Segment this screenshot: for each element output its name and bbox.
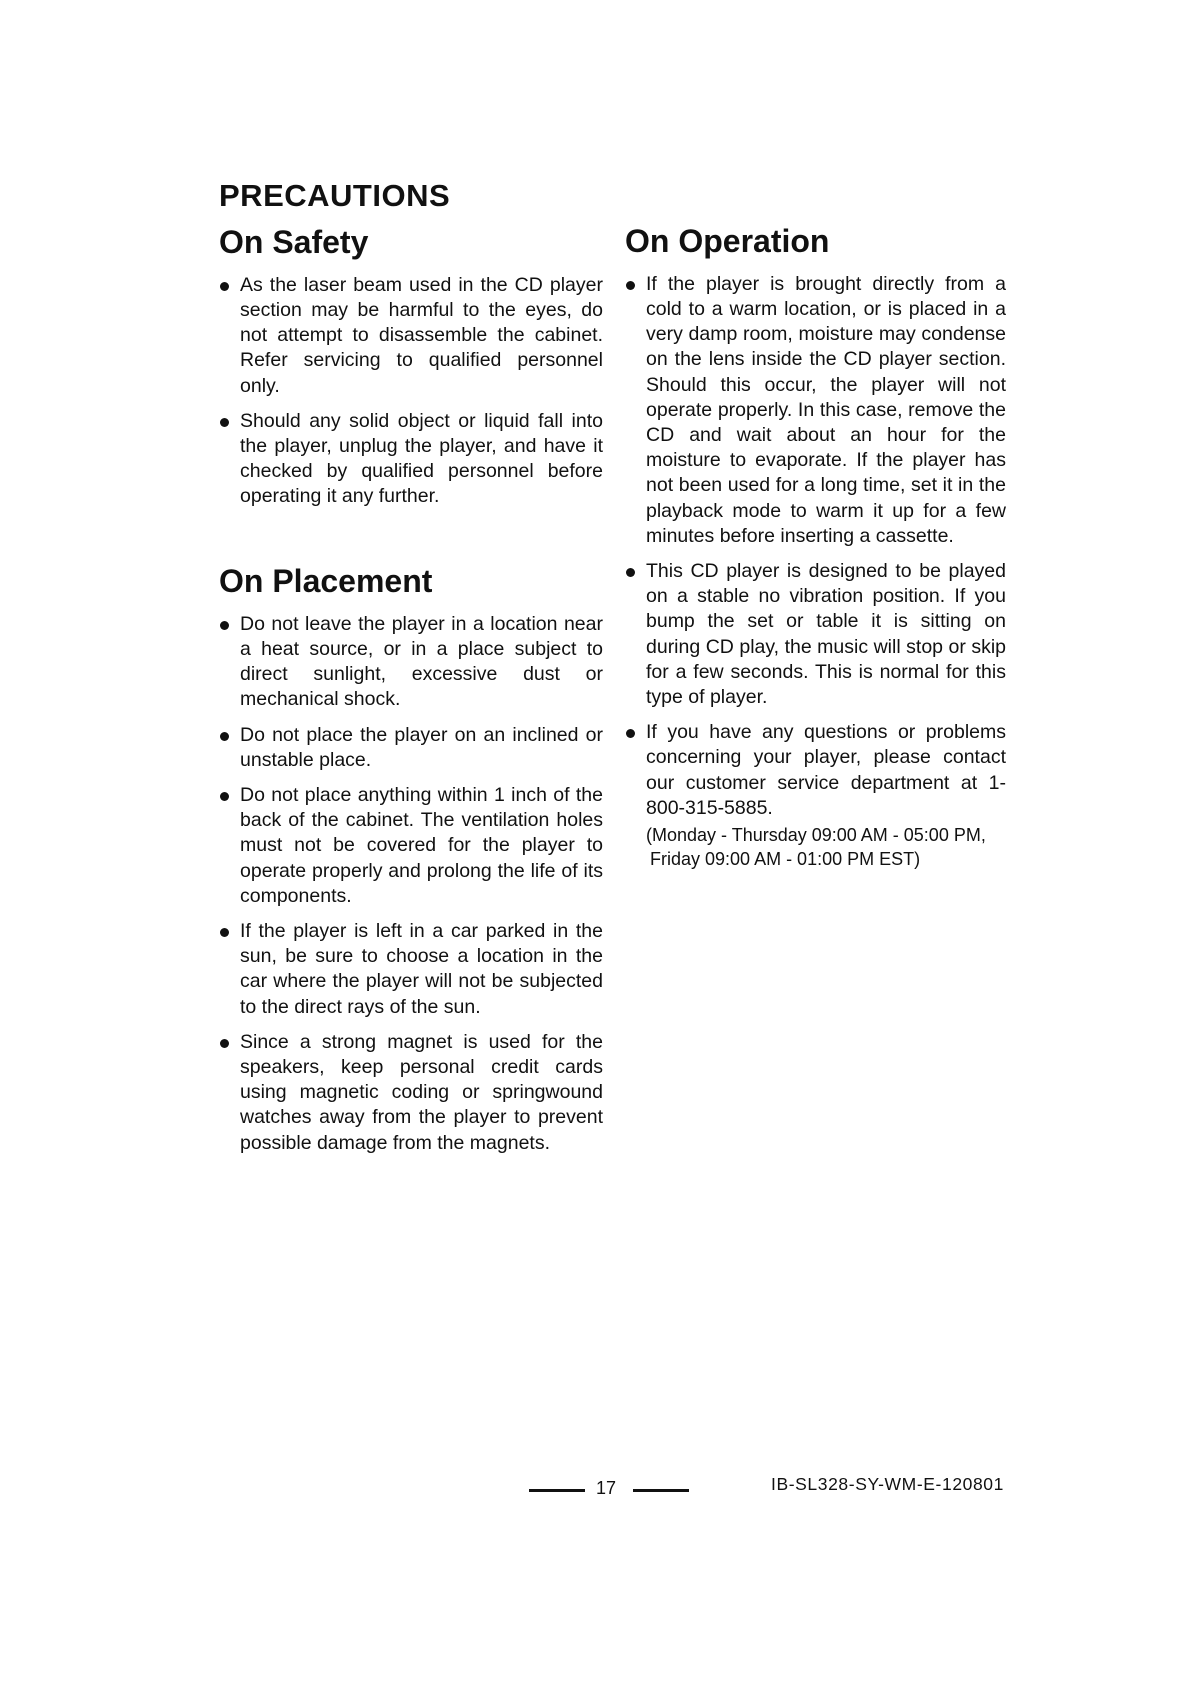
list-item: As the laser beam used in the CD player section may be harmful to the eyes, do not attempt to disassemble the cabinet. Refer servicing to qualified personnel only. — [218, 273, 603, 399]
contact-item — [624, 720, 1006, 871]
operation-section — [624, 223, 1006, 881]
document-code: IB-SL328-SY-WM-E-120801 — [771, 1474, 1004, 1494]
list-item: Should any solid object or liquid fall into the player, unplug the player, and have it checked by qualified personnel before operating it any further. — [218, 409, 603, 510]
bullet-icon — [626, 729, 635, 738]
page-title: PRECAUTIONS — [219, 178, 451, 213]
operation-list — [624, 272, 1006, 871]
bullet-icon — [626, 568, 635, 577]
contact-text: If you have any questions or problems concerning your player, please contact our customer service department at 1-800-315-5885. — [646, 721, 1006, 819]
list-item: Do not place the player on an inclined or unstable place. — [218, 723, 603, 773]
hours-friday: Friday 09:00 AM - 01:00 PM EST) — [650, 849, 921, 870]
safety-list — [218, 273, 603, 510]
footer-rule-left — [529, 1489, 585, 1492]
placement-section — [218, 563, 603, 1166]
list-item: Do not place anything within 1 inch of the back of the cabinet. The ventilation holes must not be covered for the player to operate properly and prolong the life of its components. — [218, 783, 603, 909]
bullet-icon — [220, 621, 229, 630]
placement-list — [218, 612, 603, 1156]
bullet-icon — [220, 792, 229, 801]
page-number: 17 — [596, 1478, 617, 1498]
hours-weekdays: (Monday - Thursday 09:00 AM - 05:00 PM, — [646, 825, 986, 846]
bullet-icon — [626, 281, 635, 290]
operation-heading: On Operation — [625, 223, 830, 259]
list-item: If the player is left in a car parked in the sun, be sure to choose a location in the car where the player will not be subjected to the direct rays of the sun. — [218, 919, 603, 1020]
bullet-icon — [220, 732, 229, 741]
bullet-icon — [220, 282, 229, 291]
bullet-icon — [220, 928, 229, 937]
list-item: Since a strong magnet is used for the speakers, keep personal credit cards using magnetic coding or springwound watches away from the player to prevent possible damage from the magnets. — [218, 1030, 603, 1156]
footer-rule-right — [633, 1489, 689, 1492]
list-item: This CD player is designed to be played on a stable no vibration position. If you bump the set or table it is sitting on during CD play, the music will stop or skip for a few seconds. This is normal for this type of player. — [624, 559, 1006, 710]
safety-heading: On Safety — [219, 224, 369, 260]
safety-section — [218, 224, 603, 520]
list-item: Do not leave the player in a location near a heat source, or in a place subject to direct sunlight, excessive dust or mechanical shock. — [218, 612, 603, 713]
list-item: If the player is brought directly from a cold to a warm location, or is placed in a very damp room, moisture may condense on the lens inside the CD player section. Should this occur, the player will not operate properly. In this case, remove the CD and wait about an hour for the moisture to evaporate. If the player has not been used for a long time, set it in the playback mode to warm it up for a few minutes before inserting a cassette. — [624, 272, 1006, 549]
bullet-icon — [220, 418, 229, 427]
contact-hours — [646, 823, 1006, 871]
bullet-icon — [220, 1039, 229, 1048]
placement-heading: On Placement — [219, 563, 433, 599]
